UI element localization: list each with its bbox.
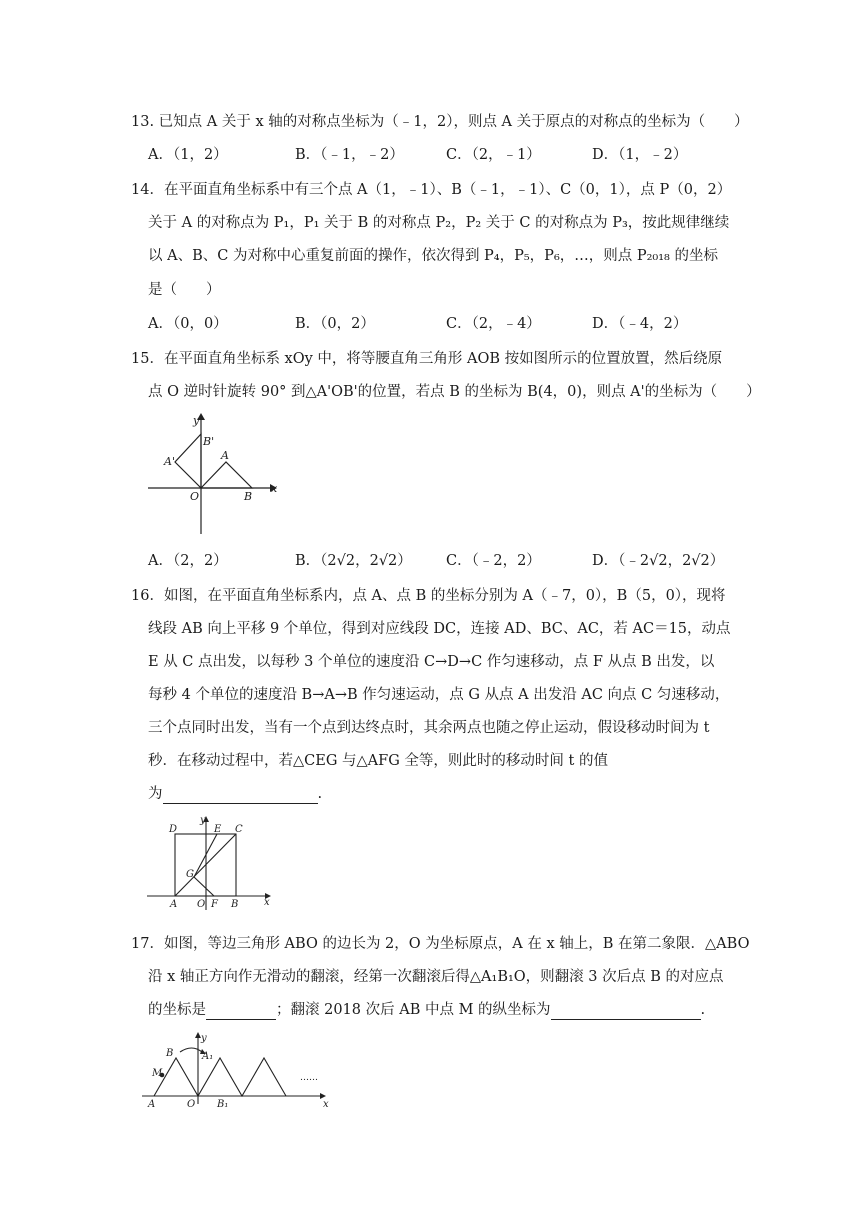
q15-label-o: O (190, 490, 200, 503)
q13-option-a: A．（1，2） (148, 147, 228, 163)
q17-continuation-dots: …… (300, 1073, 318, 1083)
q16-segment-gf (194, 877, 214, 896)
q14-option-c: C．（2，﹣4） (446, 316, 541, 332)
q15-option-a: A．（2，2） (148, 553, 228, 569)
q17-roll-arrow (180, 1048, 202, 1052)
q15-label-a-prime: A' (164, 455, 175, 468)
q14-line-2: 关于 A 的对称点为 P₁，P₁ 关于 B 的对称点 P₂，P₂ 关于 C 的对称点为 P₃，按此规律继续 (148, 215, 730, 231)
q16-answer-blank[interactable] (163, 787, 318, 804)
q13-text: 13. 已知点 A 关于 x 轴的对称点坐标为（﹣1，2），则点 A 关于原点的对称点的坐标为（ ） (131, 114, 749, 130)
q17-label-b: B (166, 1048, 174, 1059)
q15-label-b-prime: B' (203, 435, 215, 448)
q17-triangle-chain (154, 1058, 286, 1096)
q14-line-4: 是（ ） (148, 282, 221, 298)
q16-line-1: 16．如图，在平面直角坐标系内，点 A、点 B 的坐标分别为 A（﹣7，0），B（5，0），现将 (131, 588, 726, 604)
q16-line-6: 秒．在移动过程中，若△CEG 与△AFG 全等，则此时的移动时间 t 的值 (148, 753, 608, 769)
q15-line-2: 点 O 逆时针旋转 90° 到△A'OB'的位置，若点 B 的坐标为 B(4，0)，则点 A'的坐标为（ ） (148, 384, 761, 400)
q17-answer-tail: . (700, 1002, 706, 1018)
q17-label-a: A (148, 1099, 156, 1110)
q15-option-c: C．（﹣2，2） (446, 553, 541, 569)
q16-label-g: G (186, 869, 194, 880)
q14-option-d: D．（﹣4，2） (592, 316, 688, 332)
q16-label-d: D (169, 824, 178, 835)
q17-answer-mid: ；翻滚 2018 次后 AB 中点 M 的纵坐标为 (276, 1002, 551, 1018)
q16-label-e: E (214, 824, 222, 835)
q15-label-b: B (244, 490, 253, 503)
q16-label-x: x (264, 897, 270, 908)
q15-label-y: y (193, 414, 200, 427)
q17-answer-line (148, 1000, 705, 1020)
q15-triangle-original (201, 462, 252, 488)
q15-triangle-rotated (175, 434, 201, 488)
q17-label-a1: A₁ (202, 1051, 214, 1062)
q17-line-2: 沿 x 轴正方向作无滑动的翻滚，经第一次翻滚后得△A₁B₁O，则翻滚 3 次后点 B 的对应点 (148, 969, 724, 985)
q15-figure (144, 412, 284, 542)
q16-label-a: A (170, 899, 178, 910)
q13-option-d: D．（1，﹣2） (592, 147, 688, 163)
q16-answer-prefix: 为 (148, 786, 163, 802)
q14-option-b: B．（0，2） (295, 316, 375, 332)
q17-label-m: M (152, 1068, 163, 1079)
q17-line-1: 17．如图，等边三角形 ABO 的边长为 2，O 为坐标原点，A 在 x 轴上，B 在第二象限．△ABO (131, 936, 750, 952)
q16-answer-line (148, 784, 322, 804)
q17-label-o: O (187, 1099, 196, 1110)
q15-option-b: B．（2√2，2√2） (295, 553, 412, 569)
q15-line-1: 15．在平面直角坐标系 xOy 中，将等腰直角三角形 AOB 按如图所示的位置放置，然后绕原 (131, 351, 723, 367)
q17-answer-blank-1[interactable] (206, 1003, 276, 1020)
q16-label-b: B (231, 899, 239, 910)
q17-label-x: x (323, 1099, 329, 1110)
q15-option-d: D．（﹣2√2，2√2） (592, 553, 725, 569)
q15-label-a: A (221, 449, 229, 462)
q16-label-f: F (211, 899, 218, 910)
q16-line-2: 线段 AB 向上平移 9 个单位，得到对应线段 DC，连接 AD、BC、AC，若 AC＝15，动点 (148, 621, 731, 637)
q14-line-3: 以 A、B、C 为对称中心重复前面的操作，依次得到 P₄，P₅，P₆，…，则点 P₂₀₁₈ 的坐标 (148, 248, 718, 264)
q16-label-y: y (200, 815, 206, 826)
q16-line-4: 每秒 4 个单位的速度沿 B→A→B 作匀速运动，点 G 从点 A 出发沿 AC 向点 C 匀速移动， (148, 687, 730, 703)
q17-label-b1: B₁ (217, 1099, 229, 1110)
q16-label-o: O (197, 899, 206, 910)
q16-answer-tail: . (317, 786, 323, 802)
q14-option-a: A．（0，0） (148, 316, 228, 332)
q17-answer-prefix: 的坐标是 (148, 1002, 206, 1018)
q13-option-b: B．（﹣1，﹣2） (295, 147, 404, 163)
q13-option-c: C．（2，﹣1） (446, 147, 541, 163)
q16-figure (145, 814, 275, 914)
q14-line-1: 14．在平面直角坐标系中有三个点 A（1，﹣1）、B（﹣1，﹣1）、C（0，1），点 P（0，2） (131, 182, 732, 198)
q15-label-x: x (271, 482, 278, 495)
q16-label-c: C (235, 824, 243, 835)
q16-line-3: E 从 C 点出发，以每秒 3 个单位的速度沿 C→D→C 作匀速移动，点 F 从点 B 出发，以 (148, 654, 715, 670)
q16-line-5: 三个点同时出发，当有一个点到达终点时，其余两点也随之停止运动，假设移动时间为 t (148, 720, 710, 736)
q17-label-y: y (201, 1033, 207, 1044)
q17-figure (140, 1030, 340, 1110)
q17-answer-blank-2[interactable] (551, 1003, 701, 1020)
